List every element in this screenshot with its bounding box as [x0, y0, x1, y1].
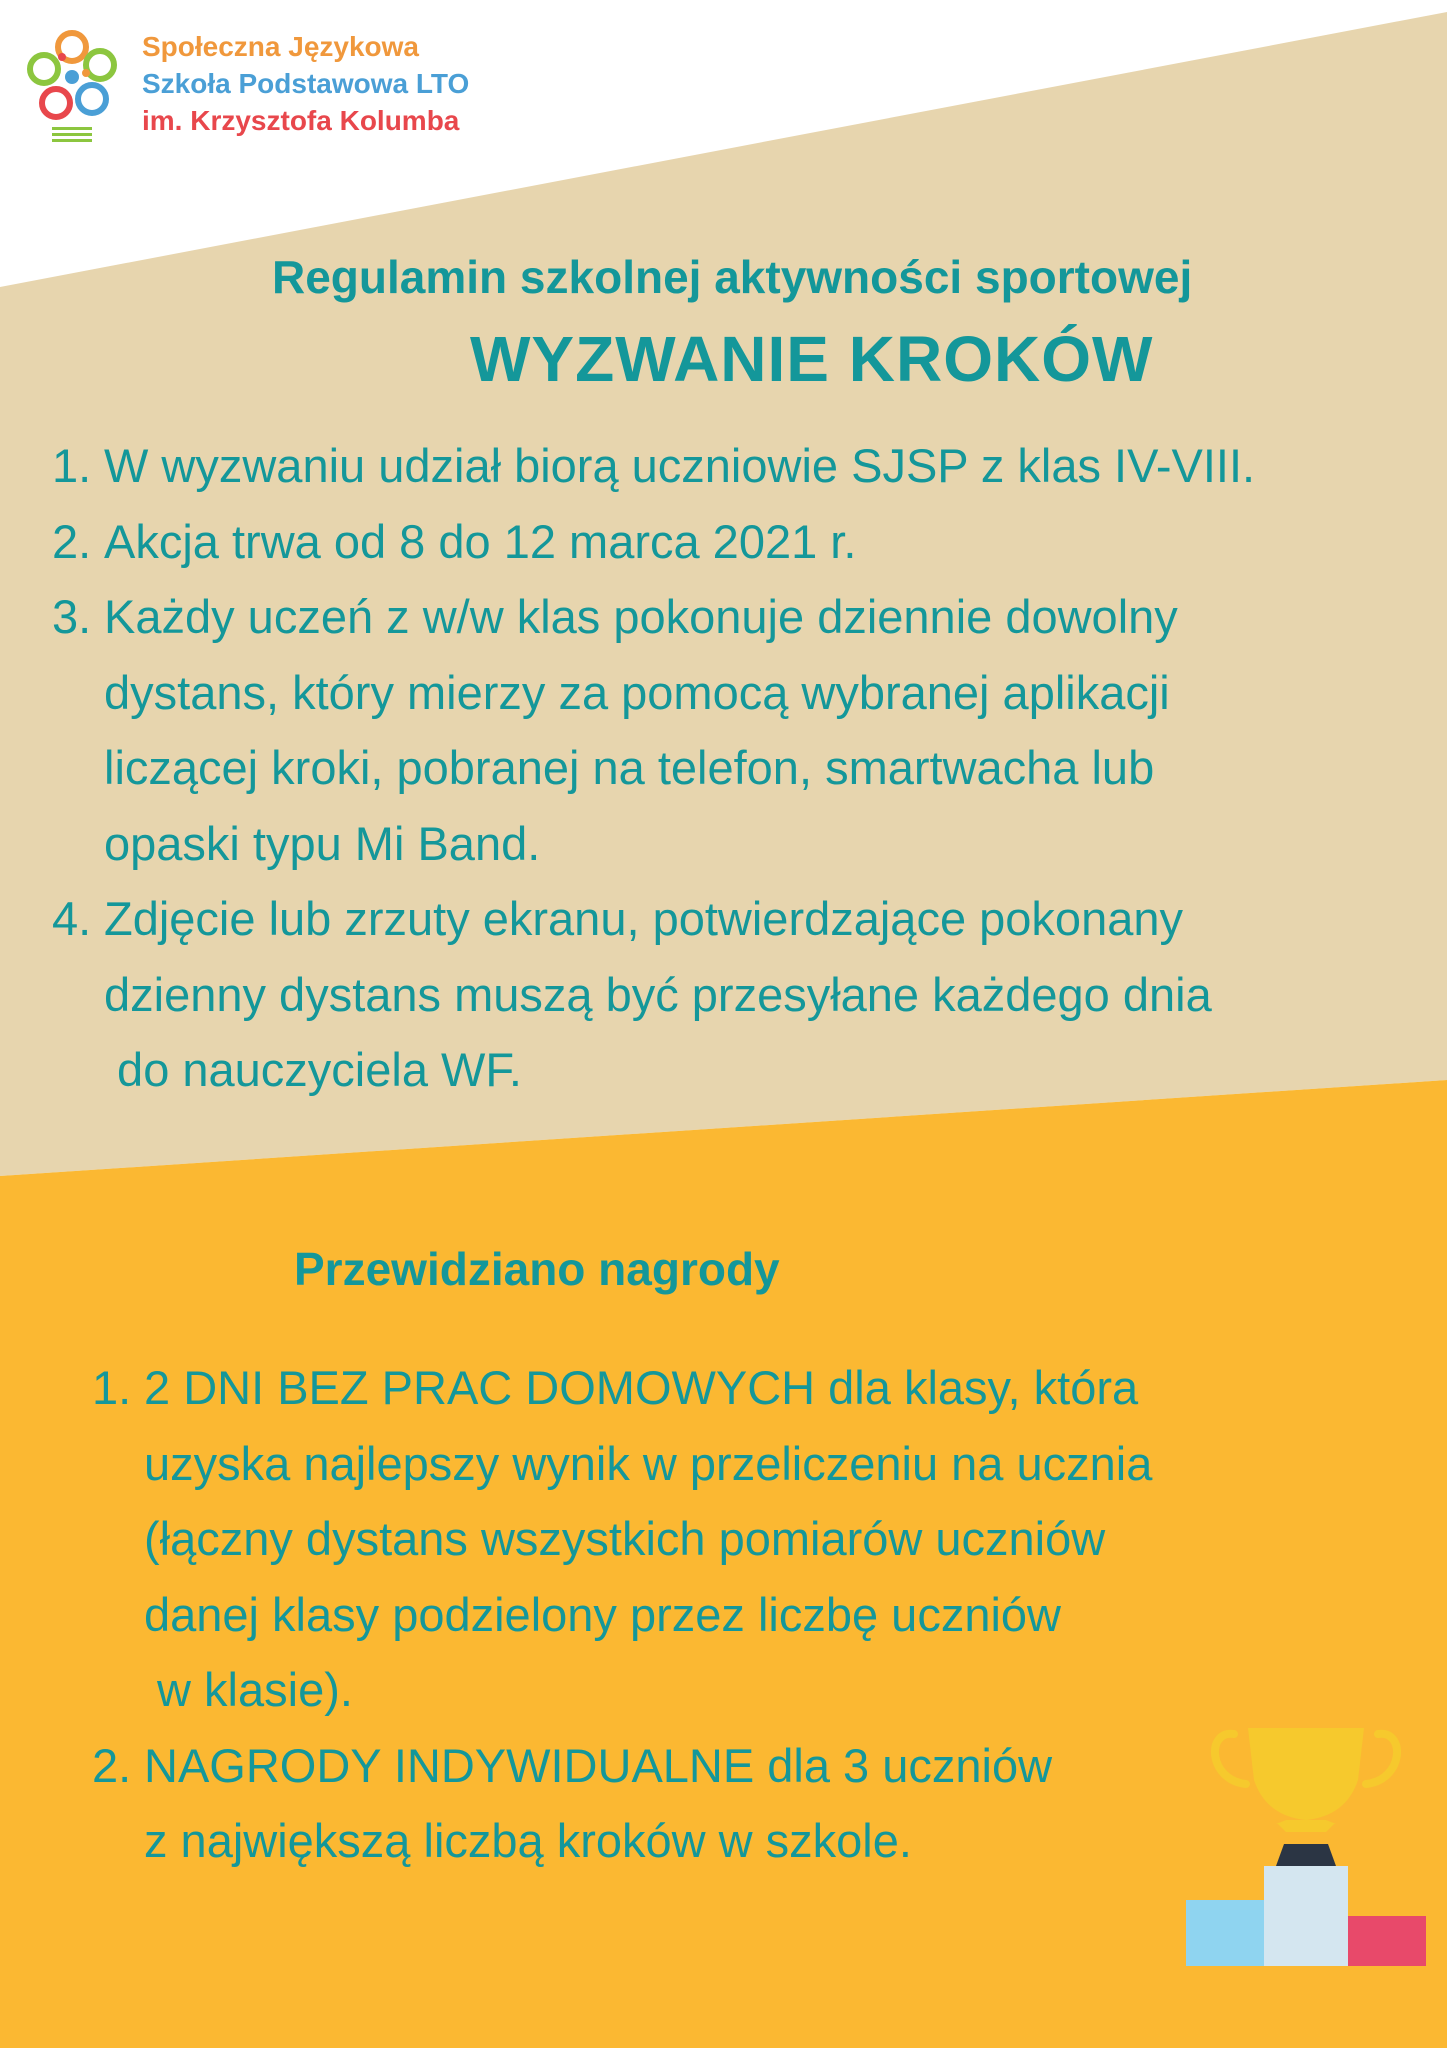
item-line: dzienny dystans muszą być przesyłane każdego dnia [104, 967, 1212, 1021]
list-item [52, 881, 1442, 1108]
rules-list [52, 428, 1442, 1108]
item-number: 2. [52, 514, 92, 568]
item-number: 1. [52, 439, 92, 492]
item-line: liczącej kroki, pobranej na telefon, smartwacha lub [104, 741, 1155, 794]
trophy-podium-icon [1186, 1720, 1426, 1970]
flower-logo-icon [22, 22, 132, 147]
item-line: 2 DNI BEZ PRAC DOMOWYCH dla klasy, która [144, 1361, 1139, 1414]
item-number: 1. [92, 1361, 132, 1414]
item-line: w klasie). [144, 1663, 353, 1716]
list-item [92, 1350, 1342, 1728]
list-item [52, 579, 1442, 881]
item-line: danej klasy podzielony przez liczbę uczniów [144, 1587, 1061, 1641]
item-line: do nauczyciela WF. [104, 1043, 522, 1096]
item-line: W wyzwaniu udział biorą uczniowie SJSP z klas IV-VIII. [104, 439, 1256, 492]
item-line: Każdy uczeń z w/w klas pokonuje dziennie dowolny [104, 590, 1178, 643]
page-subtitle: Regulamin szkolnej aktywności sportowej [272, 251, 1193, 303]
prizes-list [92, 1350, 1342, 1879]
list-item [92, 1728, 1342, 1879]
school-line-3: im. Krzysztofa Kolumba [142, 105, 460, 136]
school-name [142, 28, 469, 139]
item-line: (łączny dystans wszystkich pomiarów uczniów [144, 1512, 1106, 1565]
prizes-heading: Przewidziano nagrody [294, 1243, 780, 1295]
item-line: Akcja trwa od 8 do 12 marca 2021 r. [104, 514, 857, 568]
item-line: NAGRODY INDYWIDUALNE dla 3 uczniów [144, 1738, 1053, 1792]
item-line: dystans, który mierzy za pomocą wybranej aplikacji [104, 665, 1170, 719]
item-number: 3. [52, 590, 92, 643]
school-line-1: Społeczna Językowa [142, 31, 420, 62]
item-number: 4. [52, 892, 92, 945]
item-line: opaski typu Mi Band. [104, 816, 541, 870]
page-title: WYZWANIE KROKÓW [470, 323, 1154, 395]
item-line: z największą liczbą kroków w szkole. [144, 1814, 912, 1867]
item-line: uzyska najlepszy wynik w przeliczeniu na ucznia [144, 1436, 1153, 1490]
item-number: 2. [92, 1738, 132, 1792]
school-line-2: Szkoła Podstawowa LTO [142, 68, 470, 99]
list-item [52, 504, 1442, 580]
item-line: Zdjęcie lub zrzuty ekranu, potwierdzające pokonany [104, 892, 1183, 945]
list-item [52, 428, 1442, 504]
